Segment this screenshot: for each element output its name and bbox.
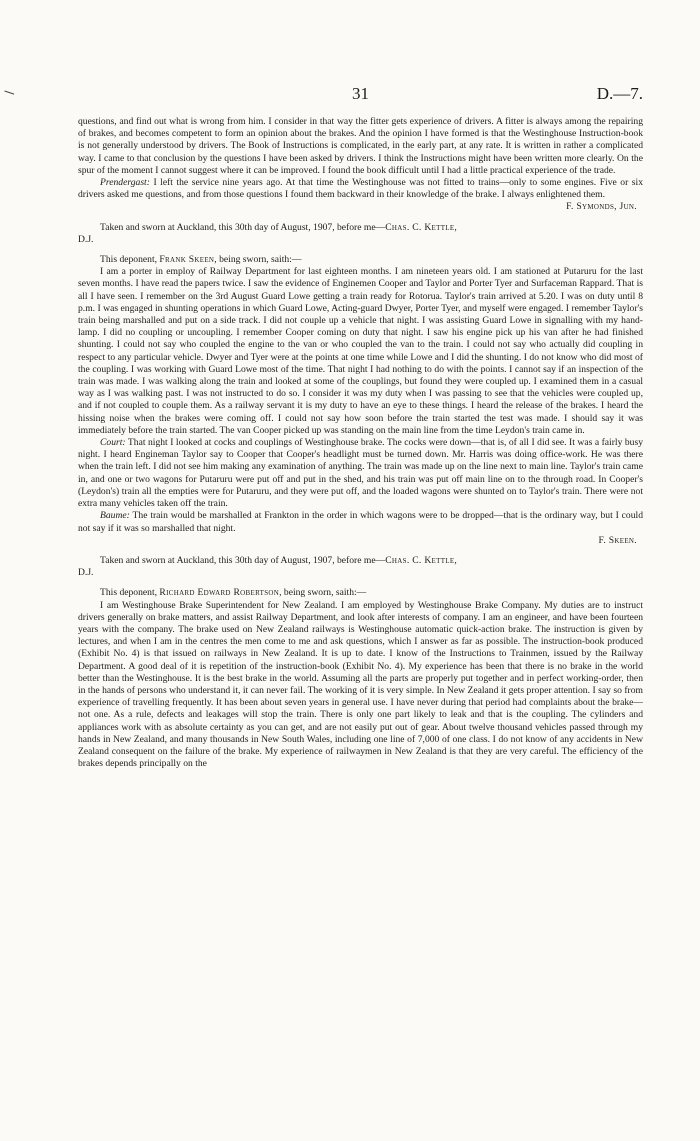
margin-mark: [4, 91, 14, 97]
paragraph-text: The train would be marshalled at Frankton in the order in which wagons were to be dropped—that is the ordinary way, but I could not say if it was so marshalled that night.: [78, 510, 643, 534]
sworn-text: Taken and sworn at Auckland, this 30th day of August, 1907, before me—: [100, 554, 386, 566]
sworn-statement: [78, 222, 643, 234]
intro-text: This deponent,: [100, 587, 160, 599]
sworn-name: Chas. C. Kettle,: [385, 221, 458, 233]
intro-text: , being sworn, saith:—: [279, 587, 367, 599]
paragraph: I am a porter in employ of Railway Department for last eighteen months. I am nineteen years old. I am stationed at Putaruru for the last seven months. I have read the papers twice. I saw the evidence of Enginemen Cooper and Taylor and Porter Tyer and Surfaceman Rappard. That is all I have seen. I remember on the 3rd August Guard Lowe getting a train ready for Rotorua. Taylor's train arrived at 5.20. I was on duty until 8 p.m. I was engaged in shunting operations in which Guard Lowe, Acting-guard Dwyer, Porter Tyer, and myself were engaged. I remember Taylor's train being marshalled and put on a side track. I did not couple up a vehicle that night. I was assisting Guard Lowe in signalling with my hand-lamp. I did no coupling or uncoupling. I remember Cooper coming on duty that night. I saw his engine pick up his van after he had finished shunting. I could not say who coupled the engine to the van or who coupled the van to the train. I could not say who actually did coupling in respect to any particular vehicle. Dwyer and Tyer were at the points at one time while Lowe and I did the shunting. I do not know who did most of the coupling. I was working with Guard Lowe most of the time. That night I had nothing to do with the points. I cannot say if an inspection of the train was made. I was walking along the train and looked at some of the couplings, but found they were coupled up. I examined them in a casual way as I was walking past. I was not instructed to do so. I consider it was my duty when I was passing to see that the vehicles were coupled up, and if not coupled to couple them. As a railway servant it is my duty to have an eye to these things. I heard the release of the brakes. I heard the hissing noise when the brakes were coming off. I could not say how soon before the train started the test was made. I should say it was immediately before the train started. The van Cooper picked up was standing on the main line from the time Leydon's train came in.: [78, 266, 643, 436]
paragraph-text: I left the service nine years ago. At that time the Westinghouse was not fitted to trains—only to some engines. Five or six drivers asked me questions, and from those questions I found them backward in their knowledge of the brake. I always enlightened them.: [78, 177, 643, 201]
intro-text: This deponent,: [100, 254, 160, 266]
speaker-label: Prendergast:: [100, 177, 150, 189]
paragraph: [78, 177, 643, 201]
sworn-statement: [78, 555, 643, 567]
deponent-name: Richard Edward Robertson: [159, 587, 280, 599]
paragraph: [78, 510, 643, 534]
speaker-label: Baume:: [100, 510, 130, 522]
paragraph: I am Westinghouse Brake Superintendent for New Zealand. I am employed by Westinghouse Brake Company. My duties are to instruct drivers generally on brake matters, and assist Railway Department, and look after interests of company. I am an engineer, and have been fourteen years with the company. The brake used on New Zealand railways is Westinghouse automatic quick-action brake. The instruction is given by lectures, and when I am in the centres the men come to me and ask questions, which I answer as far as possible. The instruction-book produced (Exhibit No. 4) is that issued on railways in New Zealand. It is up to date. I know of the Instructions to Trainmen, issued by the Railway Department. A good deal of it is repetition of the instruction-book (Exhibit No. 4). My experience has been that there is no brake in the world better than the Westinghouse. It is the best brake in the world. Assuming all the parts are properly put together and in perfect working-order, then in the hands of persons who understand it, it can never fail. The working of it is very simple. In New Zealand it gets proper attention. I say so from experience of travelling frequently. It has been about seven years in general use. I have never during that period had complaints about the brake—not one. As a rule, defects and leakages will stop the train. There is only one part likely to leak and that is the coupling. The cylinders and appliances work with as absolute certainty as you can get, and are not easily put out of gear. About twelve thousand vehicles passed through my hands in New Zealand, and many thousands in New South Wales, including one line of 7,000 of one class. I do not know of any accidents in New Zealand consequent on the failure of the brake. My experience of railwaymen in New Zealand is that they are very careful. The efficiency of the brakes depends principally on the: [78, 599, 643, 770]
intro-text: , being sworn, saith:—: [214, 254, 302, 266]
paragraph-text: That night I looked at cocks and couplings of Westinghouse brake. The cocks were down—that is, of all I did see. It was a fairly busy night. I heard Engineman Taylor say to Cooper that Cooper's headlight must be turned down. Mr. Harris was doing office-work. He was there when the train left. I did not see him making any examination of anything. The train was made up on the line next to main line. Taylor's train came in, and one or two wagons for Putaruru were put off and put in the shed, and his train was put off main line on to the through road. In Cooper's (Leydon's) train all the empties were for Putaruru, and they were put off, and the loaded wagons were shunted on to Taylor's train. There were not extra many vehicles taken off the train.: [78, 437, 643, 510]
sworn-title: D.J.: [78, 567, 94, 579]
paragraph: questions, and find out what is wrong from him. I consider in that way the fitter gets experience of drivers. A fitter is always among the repairing of brakes, and becomes competent to form an opinion about the brakes. And the opinion I have formed is that the Westinghouse Instruction-book is not generally understood by drivers. The Book of Instructions is complicated, in the early part, at any rate. It is written in rather a complicated way. I came to that conclusion by the questions I have been asked by drivers. I think the Instructions might have been written more clearly. On the spur of the moment I cannot suggest where it can be improved. I found the book difficult until I had a little practical experience of the trade.: [78, 116, 643, 176]
sworn-name: Chas. C. Kettle,: [385, 554, 458, 566]
signature: F. Skeen.: [598, 534, 637, 546]
sworn-title: D.J.: [78, 233, 94, 245]
signature: F. Symonds, Jun.: [566, 201, 637, 213]
page-header: [78, 84, 643, 104]
page-number: 31: [352, 84, 369, 103]
speaker-label: Court:: [100, 437, 126, 449]
sworn-text: Taken and sworn at Auckland, this 30th day of August, 1907, before me—: [100, 221, 386, 233]
deponent-name: Frank Skeen: [159, 254, 215, 266]
deponent-intro: [78, 587, 643, 599]
page-reference: D.—7.: [596, 84, 643, 103]
deponent-intro: [78, 254, 643, 266]
document-body: [78, 116, 643, 770]
paragraph: [78, 437, 643, 510]
